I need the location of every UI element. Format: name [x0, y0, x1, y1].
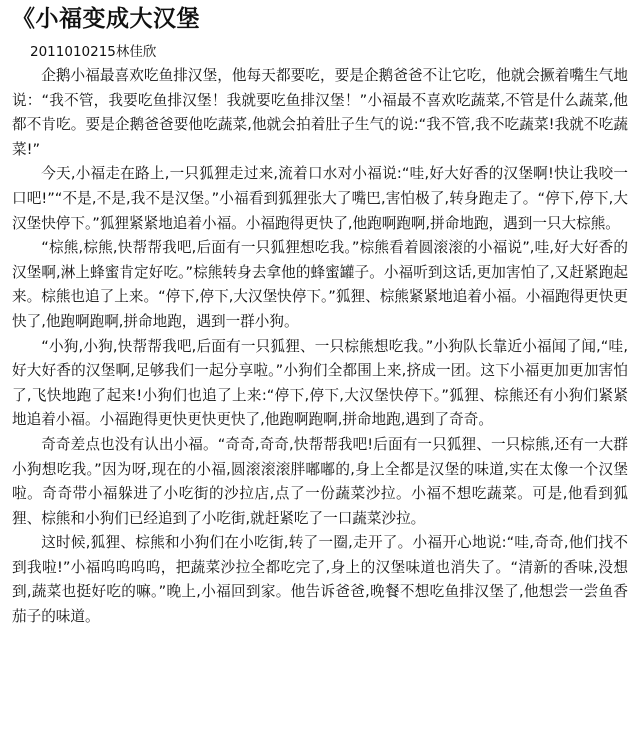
paragraph-1: 企鹅小福最喜欢吃鱼排汉堡，他每天都要吃，要是企鹅爸爸不让它吃，他就会撅着嘴生气地说：“我不管，我要吃鱼排汉堡！我就要吃鱼排汉堡！”小福最不喜欢吃蔬菜,不管是什么蔬菜,他都不肯吃。要是企鹅爸爸要他吃蔬菜,他就会拍着肚子生气的说:“我不管,我不吃蔬菜!我就不吃蔬菜!” — [12, 67, 628, 158]
paragraph-6: 这时候,狐狸、棕熊和小狗们在小吃街,转了一圈,走开了。小福开心地说:“哇,奇奇,他们找不到我啦!”小福呜呜呜呜，把蔬菜沙拉全都吃完了,身上的汉堡味道也消失了。“清新的香味,没想到,蔬菜也挺好吃的嘛。”晚上,小福回到家。他告诉爸爸,晚餐不想吃鱼排汉堡了,他想尝一尝鱼香茄子的味道。 — [12, 534, 628, 626]
story-body — [12, 64, 628, 630]
paragraph-4: “小狗,小狗,快帮帮我吧,后面有一只狐狸、一只棕熊想吃我。”小狗队长靠近小福闻了闻,“哇,好大好香的汉堡啊,足够我们一起分享啦。”小狗们全都围上来,挤成一团。这下小福更加更加害怕了,飞快地跑了起来!小狗们也追了上来:“停下,停下,大汉堡快停下。”狐狸、棕熊还有小狗们紧紧地追着小福。小福跑得更快更快更快了,他跑啊跑啊,拼命地跑,遇到了奇奇。 — [12, 337, 628, 429]
author-line: 2011010215林佳欣 — [30, 44, 157, 60]
paragraph-3: “棕熊,棕熊,快帮帮我吧,后面有一只狐狸想吃我。”棕熊看着圆滚滚的小福说”,哇,好大好香的汉堡啊,淋上蜂蜜肯定好吃。”棕熊转身去拿他的蜂蜜罐子。小福听到这话,更加害怕了,又赶紧跑起来。棕熊也追了上来。“停下,停下,大汉堡快停下。”狐狸、棕熊紧紧地追着小福。小福跑得更快更快了,他跑啊跑啊,拼命地跑，遇到一群小狗。 — [12, 239, 628, 330]
document-title: 《小福变成大汉堡 — [12, 6, 200, 32]
paragraph-5: 奇奇差点也没有认出小福。“奇奇,奇奇,快帮帮我吧!后面有一只狐狸、一只棕熊,还有一大群小狗想吃我。”因为呀,现在的小福,圆滚滚滚胖嘟嘟的,身上全都是汉堡的味道,实在太像一个汉堡啦。奇奇带小福躲进了小吃街的沙拉店,点了一份蔬菜沙拉。小福不想吃蔬菜。可是,他看到狐狸、棕熊和小狗们已经追到了小吃街,就赶紧吃了一口蔬菜沙拉。 — [12, 435, 628, 527]
paragraph-2: 今天,小福走在路上,一只狐狸走过来,流着口水对小福说:“哇,好大好香的汉堡啊!快让我咬一口吧!”“不是,不是,我不是汉堡。”小福看到狐狸张大了嘴巴,害怕极了,转身跑走了。“停下,停下,大汉堡快停下。”狐狸紧紧地追着小福。小福跑得更快了,他跑啊跑啊,拼命地跑，遇到一只大棕熊。 — [12, 165, 628, 232]
